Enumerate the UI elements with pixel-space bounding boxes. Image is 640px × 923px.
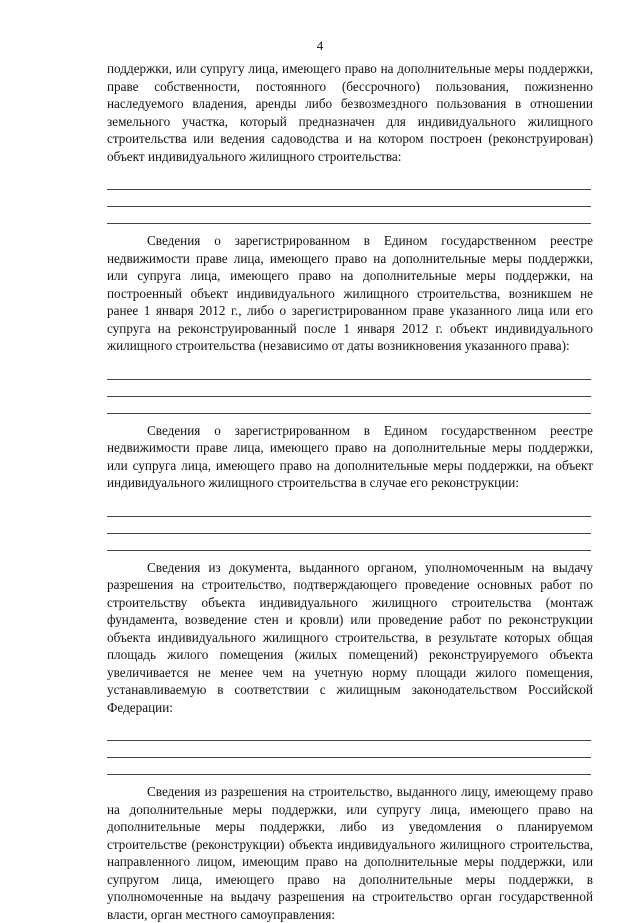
fill-in-line xyxy=(107,724,591,741)
fill-in-line xyxy=(107,500,591,517)
fill-in-line xyxy=(107,380,591,397)
paragraph-building-permit: Сведения из разрешения на строительство, выданного лицу, имеющему право на дополнительные меры поддержки, или супругу лица, имеющего право на дополнительные меры поддержки, либо из уведомления о планируемом строительстве (реконструкции) объекта индивидуального жилищного строительства, направленного лицом, имеющим право на дополнительные меры поддержки, или супругом лица, имеющего право на дополнительные меры поддержки, в уполномоченные на выдачу разрешения на строительство орган государственной власти, орган местного самоуправления: xyxy=(107,784,593,922)
fill-in-line xyxy=(107,207,591,224)
section-construction-works-document xyxy=(107,559,593,776)
fill-in-line xyxy=(107,190,591,207)
document-body xyxy=(107,60,593,923)
section-land-rights xyxy=(107,60,593,224)
fill-in-line xyxy=(107,363,591,380)
paragraph-construction-works-document: Сведения из документа, выданного органом, уполномоченным на выдачу разрешения на строительство, подтверждающего проведение основных работ по строительству объекта индивидуального жилищного строительства (монтаж фундамента, возведение стен и кровли) или проведение работ по реконструкции объекта индивидуального жилищного строительства, в результате которых общая площадь жилого помещения (жилых помещений) реконструируемого объекта увеличивается не менее чем на учетную норму площади жилого помещения, устанавливаемую в соответствии с жилищным законодательством Российской Федерации: xyxy=(107,559,593,715)
section-registered-right-built-object xyxy=(107,232,593,414)
fill-in-line xyxy=(107,517,591,534)
page-number: 4 xyxy=(316,38,324,53)
fill-in-lines xyxy=(107,363,593,414)
fill-in-lines xyxy=(107,724,593,775)
fill-in-lines xyxy=(107,173,593,224)
fill-in-line xyxy=(107,741,591,758)
fill-in-line xyxy=(107,758,591,775)
paragraph-land-rights: поддержки, или супругу лица, имеющего право на дополнительные меры поддержки, праве собственности, постоянного (бессрочного) пользования, пожизненно наследуемого владения, аренды либо безвозмездного пользования в отношении земельного участка, который предназначен для индивидуального жилищного строительства или ведения садоводства и на котором построен (реконструирован) объект индивидуального жилищного строительства: xyxy=(107,61,593,164)
section-building-permit xyxy=(107,783,593,923)
fill-in-line xyxy=(107,534,591,551)
paragraph-registered-right-reconstruction: Сведения о зарегистрированном в Едином государственном реестре недвижимости праве лица, имеющего право на дополнительные меры поддержки, или супруга лица, имеющего право на дополнительные меры поддержки, на объект индивидуального жилищного строительства в случае его реконструкции: xyxy=(107,422,593,490)
fill-in-line xyxy=(107,397,591,414)
paragraph-registered-right-built-object: Сведения о зарегистрированном в Едином государственном реестре недвижимости праве лица, имеющего право на дополнительные меры поддержки, или супруга лица, имеющего право на дополнительные меры поддержки, на построенный объект индивидуального жилищного строительства, возникшем не ранее 1 января 2012 г., либо о зарегистрированном праве указанного лица или его супруга на реконструированный после 1 января 2012 г. объект индивидуального жилищного строительства (независимо от даты возникновения указанного права): xyxy=(107,233,593,353)
fill-in-line xyxy=(107,173,591,190)
section-registered-right-reconstruction xyxy=(107,422,593,551)
fill-in-lines xyxy=(107,500,593,551)
